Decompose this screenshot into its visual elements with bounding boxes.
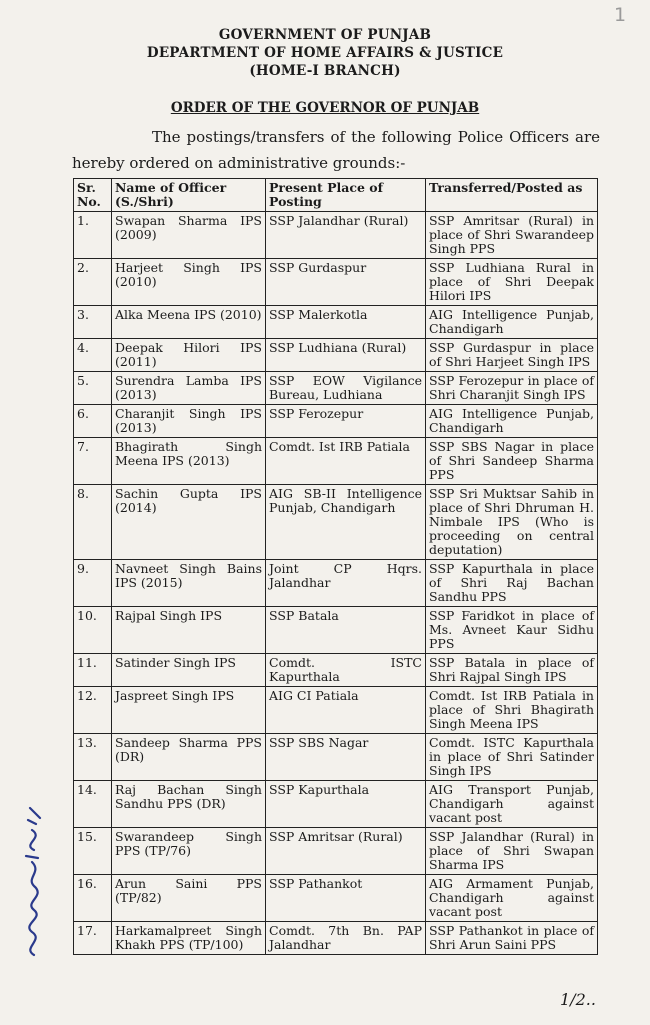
cell-officer-name: Swarandeep Singh PPS (TP/76) xyxy=(112,828,266,875)
cell-present-posting: SSP Ludhiana (Rural) xyxy=(266,339,426,372)
cell-present-posting: Comdt. ISTC Kapurthala xyxy=(266,654,426,687)
cell-officer-name: Alka Meena IPS (2010) xyxy=(112,306,266,339)
cell-transferred-as: AIG Armament Punjab, Chandigarh against vacant post xyxy=(426,875,598,922)
cell-present-posting: AIG CI Patiala xyxy=(266,687,426,734)
cell-transferred-as: SSP Batala in place of Shri Rajpal Singh IPS xyxy=(426,654,598,687)
cell-sr-no: 4. xyxy=(74,339,112,372)
cell-sr-no: 13. xyxy=(74,734,112,781)
cell-present-posting: Comdt. Ist IRB Patiala xyxy=(266,438,426,485)
intro-text: The postings/transfers of the following Police Officers are hereby ordered on administrative grounds:- xyxy=(72,128,600,172)
cell-sr-no: 1. xyxy=(74,212,112,259)
cell-transferred-as: SSP Ferozepur in place of Shri Charanjit Singh IPS xyxy=(426,372,598,405)
cell-transferred-as: SSP SBS Nagar in place of Shri Sandeep Sharma PPS xyxy=(426,438,598,485)
cell-transferred-as: Comdt. Ist IRB Patiala in place of Shri Bhagirath Singh Meena IPS xyxy=(426,687,598,734)
cell-officer-name: Rajpal Singh IPS xyxy=(112,607,266,654)
table-row xyxy=(74,654,598,687)
cell-sr-no: 2. xyxy=(74,259,112,306)
order-title: ORDER OF THE GOVERNOR OF PUNJAB xyxy=(170,100,480,116)
cell-officer-name: Swapan Sharma IPS (2009) xyxy=(112,212,266,259)
cell-sr-no: 10. xyxy=(74,607,112,654)
table-row xyxy=(74,687,598,734)
cell-present-posting: SSP Malerkotla xyxy=(266,306,426,339)
table-row xyxy=(74,781,598,828)
table-row xyxy=(74,485,598,560)
handwritten-signature xyxy=(14,800,54,960)
cell-officer-name: Harkamalpreet Singh Khakh PPS (TP/100) xyxy=(112,922,266,955)
cell-officer-name: Sachin Gupta IPS (2014) xyxy=(112,485,266,560)
document-header xyxy=(0,26,650,80)
cell-sr-no: 8. xyxy=(74,485,112,560)
table-row xyxy=(74,259,598,306)
cell-present-posting: SSP EOW Vigilance Bureau, Ludhiana xyxy=(266,372,426,405)
cell-present-posting: SSP Ferozepur xyxy=(266,405,426,438)
header-government: GOVERNMENT OF PUNJAB xyxy=(218,27,432,43)
table-row xyxy=(74,560,598,607)
cell-officer-name: Jaspreet Singh IPS xyxy=(112,687,266,734)
cell-present-posting: SSP Batala xyxy=(266,607,426,654)
table-row xyxy=(74,875,598,922)
table-row xyxy=(74,212,598,259)
cell-transferred-as: Comdt. ISTC Kapurthala in place of Shri Satinder Singh IPS xyxy=(426,734,598,781)
header-sr-no: Sr. No. xyxy=(74,179,112,212)
cell-officer-name: Navneet Singh Bains IPS (2015) xyxy=(112,560,266,607)
cell-officer-name: Bhagirath Singh Meena IPS (2013) xyxy=(112,438,266,485)
cell-present-posting: Comdt. 7th Bn. PAP Jalandhar xyxy=(266,922,426,955)
table-row xyxy=(74,438,598,485)
cell-officer-name: Satinder Singh IPS xyxy=(112,654,266,687)
cell-sr-no: 17. xyxy=(74,922,112,955)
cell-transferred-as: AIG Transport Punjab, Chandigarh against vacant post xyxy=(426,781,598,828)
cell-officer-name: Raj Bachan Singh Sandhu PPS (DR) xyxy=(112,781,266,828)
cell-sr-no: 7. xyxy=(74,438,112,485)
table-row xyxy=(74,405,598,438)
cell-transferred-as: AIG Intelligence Punjab, Chandigarh xyxy=(426,306,598,339)
cell-present-posting: SSP SBS Nagar xyxy=(266,734,426,781)
table-row xyxy=(74,372,598,405)
cell-transferred-as: AIG Intelligence Punjab, Chandigarh xyxy=(426,405,598,438)
cell-sr-no: 12. xyxy=(74,687,112,734)
cell-sr-no: 11. xyxy=(74,654,112,687)
cell-sr-no: 5. xyxy=(74,372,112,405)
header-transferred-as: Transferred/Posted as xyxy=(426,179,598,212)
cell-officer-name: Sandeep Sharma PPS (DR) xyxy=(112,734,266,781)
cell-officer-name: Arun Saini PPS (TP/82) xyxy=(112,875,266,922)
cell-transferred-as: SSP Gurdaspur in place of Shri Harjeet Singh IPS xyxy=(426,339,598,372)
cell-present-posting: AIG SB-II Intelligence Punjab, Chandigarh xyxy=(266,485,426,560)
table-row xyxy=(74,607,598,654)
cell-present-posting: SSP Jalandhar (Rural) xyxy=(266,212,426,259)
table-row xyxy=(74,306,598,339)
header-branch: (HOME-I BRANCH) xyxy=(249,63,401,79)
cell-transferred-as: SSP Sri Muktsar Sahib in place of Shri Dhruman H. Nimbale IPS (Who is proceeding on central deputation) xyxy=(426,485,598,560)
cell-transferred-as: SSP Ludhiana Rural in place of Shri Deepak Hilori IPS xyxy=(426,259,598,306)
cell-sr-no: 15. xyxy=(74,828,112,875)
cell-present-posting: SSP Kapurthala xyxy=(266,781,426,828)
table-row xyxy=(74,828,598,875)
header-officer-name: Name of Officer (S./Shri) xyxy=(112,179,266,212)
cell-sr-no: 14. xyxy=(74,781,112,828)
transfer-table xyxy=(73,178,598,955)
header-present-posting: Present Place of Posting xyxy=(266,179,426,212)
cell-sr-no: 6. xyxy=(74,405,112,438)
table-row xyxy=(74,734,598,781)
table-row xyxy=(74,922,598,955)
cell-sr-no: 3. xyxy=(74,306,112,339)
table-body xyxy=(74,212,598,955)
cell-officer-name: Surendra Lamba IPS (2013) xyxy=(112,372,266,405)
cell-present-posting: Joint CP Hqrs. Jalandhar xyxy=(266,560,426,607)
cell-transferred-as: SSP Amritsar (Rural) in place of Shri Swarandeep Singh PPS xyxy=(426,212,598,259)
cell-present-posting: SSP Amritsar (Rural) xyxy=(266,828,426,875)
cell-transferred-as: SSP Jalandhar (Rural) in place of Shri Swapan Sharma IPS xyxy=(426,828,598,875)
cell-present-posting: SSP Pathankot xyxy=(266,875,426,922)
table-row xyxy=(74,339,598,372)
cell-officer-name: Charanjit Singh IPS (2013) xyxy=(112,405,266,438)
cell-present-posting: SSP Gurdaspur xyxy=(266,259,426,306)
cell-transferred-as: SSP Pathankot in place of Shri Arun Saini PPS xyxy=(426,922,598,955)
intro-paragraph xyxy=(72,124,600,176)
page-number: 1 xyxy=(613,4,627,26)
header-department: DEPARTMENT OF HOME AFFAIRS & JUSTICE xyxy=(146,45,504,61)
cell-sr-no: 16. xyxy=(74,875,112,922)
page-continuation: 1/2.. xyxy=(560,990,596,1009)
cell-transferred-as: SSP Faridkot in place of Ms. Avneet Kaur Sidhu PPS xyxy=(426,607,598,654)
cell-transferred-as: SSP Kapurthala in place of Shri Raj Bachan Sandhu PPS xyxy=(426,560,598,607)
table-header-row xyxy=(74,179,598,212)
cell-sr-no: 9. xyxy=(74,560,112,607)
cell-officer-name: Harjeet Singh IPS (2010) xyxy=(112,259,266,306)
cell-officer-name: Deepak Hilori IPS (2011) xyxy=(112,339,266,372)
